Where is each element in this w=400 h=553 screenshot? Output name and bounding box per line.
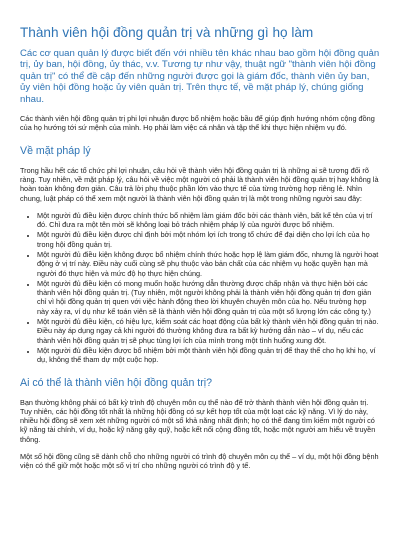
- list-item: • Một người đủ điều kiện, có hiệu lực, kiểm soát các hoạt động của bất kỳ thành viên hội đồng quản trị nào. Điều này áp dụng ngay cả khi người đó thường không đưa ra bất kỳ hướng dẫn nào – ví dụ, nếu các thành viên hội đồng quản trị sẽ phục tùng lợi ích của mình trong một tình huống xung đột.: [37, 317, 380, 345]
- list-item: • Một người đủ điều kiện được bổ nhiệm bởi một thành viên hội đồng quản trị để thay thế cho họ khi họ, ví dụ, không thể tham dự một cuộc họp.: [37, 346, 380, 365]
- list-item: • Một người đủ điều kiện được chính thức bổ nhiệm làm giám đốc bởi các thành viên, bất kể tên của vị trí đó. Chỉ đưa ra một tên mời sẽ không loại bỏ trách nhiệm pháp lý của người được bổ nhiệm.: [37, 211, 380, 230]
- legal-paragraph: Trong hầu hết các tổ chức phi lợi nhuận, câu hỏi về thành viên hội đồng quản trị là những ai sẽ tương đối rõ ràng. Tuy nhiên, về mặt pháp lý, câu hỏi về việc một người có phải là thành viên hội đồng quản trị hay không là hoàn toàn không đơn giản. Câu trả lời phụ thuộc phần lớn vào thực tế của từng trường hợp riêng lẻ. Nhìn chung, luật pháp có thể xem một người là thành viên hội đồng quản trị là một trong những người sau đây:: [20, 165, 379, 203]
- list-item: • Một người đủ điều kiện có mong muốn hoặc hướng dẫn thường được chấp nhận và thực hiện bởi các thành viên hội đồng quản trị. (Tuy nhiên, một người không phải là thành viên hội đồng quản trị đơn giản chỉ vì hội đồng quản trị quen với việc hành động theo lời khuyên chuyên môn của họ. Nếu trường hợp này xảy ra, ví dụ như kế toán viên sẽ là thành viên hội đồng quản trị của một số lượng lớn các công ty.): [37, 279, 380, 316]
- who-paragraph-1: Bạn thường không phải có bất kỳ trình độ chuyên môn cụ thể nào để trở thành thành viên hội đồng quản trị. Tuy nhiên, các hội đồng tốt nhất là những hội đồng có sự kết hợp tốt của một loạt các kỹ năng. Vì lý do này, nhiều hội đồng sẽ xem xét những người có một số khả năng nhất định; họ có thể đang tìm kiếm một người có kỹ năng tài chính, ví dụ, hoặc kỹ năng gây quỹ, hoặc kết nối cộng đồng tốt, hoặc một người am hiểu về truyền thông.: [20, 397, 376, 444]
- section-heading-legal: Về mặt pháp lý: [20, 144, 91, 157]
- section-heading-who: Ai có thể là thành viên hội đồng quản trị?: [20, 376, 213, 389]
- legal-bullet-list: [20, 211, 380, 365]
- intro-paragraph: Các thành viên hội đồng quản trị phi lợi nhuận được bổ nhiệm hoặc bầu để giúp định hướng nhóm cộng đồng của họ hướng tới sứ mệnh của mình. Họ phải làm việc cá nhân và tập thể khi thực hiện nhiệm vụ đó.: [20, 114, 375, 133]
- lead-paragraph: Các cơ quan quản lý được biết đến với nhiều tên khác nhau bao gồm hội đồng quản trị, ủy ban, hội đồng, ủy thác, v.v. Tương tự như vậy, thuật ngữ "thành viên hội đồng quản trị" có thể đề cập đến những người được gọi là giám đốc, thành viên ủy ban, ủy viên hội đồng hoặc ủy viên quản trị. Trên thực tế, về mặt pháp lý, chúng giống nhau.: [20, 48, 380, 105]
- who-paragraph-2: Một số hội đồng cũng sẽ dành chỗ cho những người có trình độ chuyên môn cụ thể – ví dụ, một hội đồng bệnh viện có thể giữ một hoặc một số vị trí cho những người có trình độ y tế.: [20, 452, 379, 471]
- list-item: • Một người đủ điều kiện không được bổ nhiệm chính thức hoặc hợp lệ làm giám đốc, nhưng là người hoạt động ở vị trí này. Điều này cuối cùng sẽ phụ thuộc vào bản chất của các nhiệm vụ hoặc quyền hạn mà người đó thực hiện và mức độ họ thực hiện chúng.: [37, 250, 380, 278]
- list-item: • Một người đủ điều kiện được chỉ định bởi một nhóm lợi ích trong tổ chức để đại diện cho lợi ích của họ trong hội đồng quản trị.: [37, 230, 380, 249]
- document-title: Thành viên hội đồng quản trị và những gì họ làm: [20, 25, 314, 40]
